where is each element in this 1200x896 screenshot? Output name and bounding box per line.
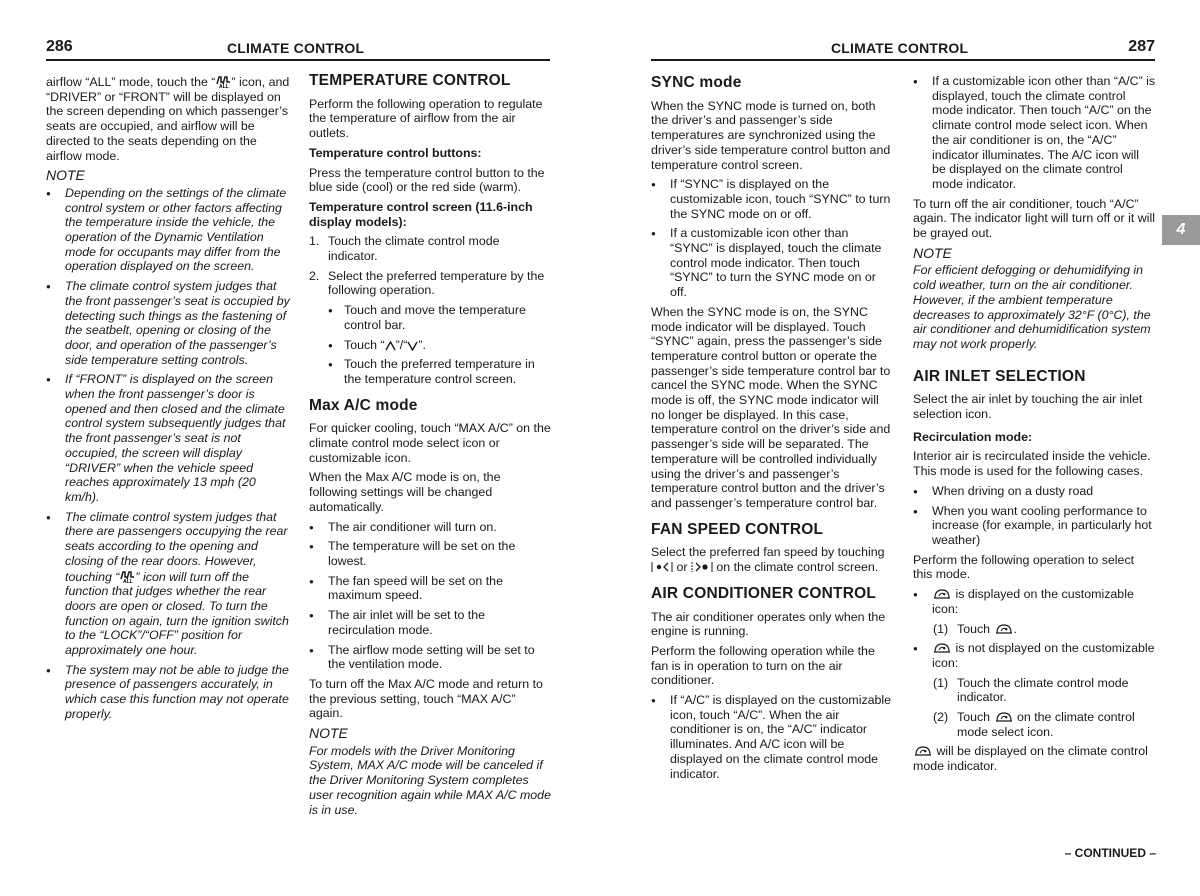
max-ac-paragraph: For quicker cooling, touch “MAX A/C” on the climate control mode select icon or customizable icon.: [309, 421, 551, 465]
max-ac-list: [309, 520, 552, 672]
svg-text:ALL: ALL: [219, 84, 230, 88]
case-1-steps: [913, 622, 1156, 637]
fan-speed-paragraph: Select the preferred fan speed by touching or on the climate control screen.: [651, 545, 885, 575]
column-4: [913, 74, 1156, 779]
ac-list-continued: [913, 74, 1156, 192]
note-list: [46, 186, 290, 722]
max-ac-item: ● The air conditioner will turn on.: [309, 520, 552, 535]
inlet-paragraph: Select the air inlet by touching the air inlet selection icon.: [913, 392, 1143, 422]
airflow-paragraph: airflow “ALL” mode, touch the “ ALL ” icon, and “DRIVER” or “FRONT” will be displayed on the screen depending on which passenger’s seats are occupied, and airflow will be directed to the seats depending on the airflow mode.: [46, 75, 290, 163]
recirculation-paragraph: Interior air is recirculated inside the vehicle. This mode is used for the following cases.: [913, 449, 1151, 479]
note-text: For models with the Driver Monitoring System, MAX A/C mode will be canceled if the Driver Monitoring System completes user recognition again while MAX A/C mode is in use.: [309, 743, 551, 817]
option-item: ● Touch and move the temperature control bar.: [328, 303, 552, 332]
temperature-control-heading: TEMPERATURE CONTROL: [309, 72, 511, 89]
note-heading: NOTE: [309, 725, 348, 742]
ac-paragraph: Perform the following operation while the fan is in operation to turn on the air conditioner.: [651, 643, 875, 688]
ac-list: [651, 693, 894, 781]
air-conditioner-heading: AIR CONDITIONER CONTROL: [651, 584, 877, 602]
chapter-tab: 4: [1162, 215, 1200, 245]
case-2-step: (1) Touch the climate control mode indicator.: [933, 675, 1129, 705]
ac-paragraph: The air conditioner operates only when the engine is running.: [651, 609, 886, 639]
recirculation-icon: [994, 623, 1014, 635]
recirculation-icon: [994, 711, 1014, 723]
step-2-options: [328, 303, 552, 387]
recirculation-icon: [932, 642, 952, 654]
screen-subheading: Temperature control screen (11.6-inch display models):: [309, 199, 533, 229]
rear-seat-icon: [119, 569, 135, 583]
note-text: For efficient defogging or dehumidifying in cold weather, turn on the air conditioner. However, if the ambient temperature decreases to approximately 32°F (0°C), the air conditioner and dehumidification system may not work properly.: [913, 263, 1151, 351]
right-page-title: CLIMATE CONTROL: [831, 40, 969, 56]
screen-steps: [309, 234, 552, 298]
max-ac-item: ● The airflow mode setting will be set to the ventilation mode.: [309, 643, 552, 672]
final-paragraph: will be displayed on the climate control mode indicator.: [913, 744, 1148, 774]
recirc-case-1: [913, 587, 1156, 616]
svg-text:ALL: ALL: [123, 578, 134, 583]
step-2: 2. Select the preferred temperature by the following operation.: [309, 268, 545, 298]
case-displayed: ● is displayed on the customizable icon:: [913, 587, 1156, 616]
left-page-header: [46, 38, 550, 58]
max-ac-paragraph: When the Max A/C mode is on, the following settings will be changed automatically.: [309, 470, 501, 514]
left-page-title: CLIMATE CONTROL: [227, 40, 365, 56]
right-header-rule: [651, 59, 1155, 61]
recirculation-subheading: Recirculation mode:: [913, 429, 1033, 444]
ac-item: ● If “A/C” is displayed on the customizable icon, touch “A/C”. When the air conditioner is on, the “A/C” indicator illuminates. And A/C icon will be displayed on the climate control mode indicator.: [651, 693, 894, 781]
column-2: [309, 74, 552, 822]
fan-speed-heading: FAN SPEED CONTROL: [651, 520, 824, 538]
sync-list: [651, 177, 894, 300]
case-2-step: (2) Touch on the climate control mode select icon.: [933, 710, 1135, 739]
recirculation-icon: [913, 745, 933, 757]
option-item: ● Touch “ ”/“ ”.: [328, 338, 552, 353]
max-ac-paragraph: To turn off the Max A/C mode and return to the previous setting, touch “MAX A/C” again.: [309, 676, 543, 721]
step-1: 1. Touch the climate control mode indicator.: [309, 234, 500, 264]
continued-label: – CONTINUED –: [1064, 846, 1156, 860]
option-item: ● Touch the preferred temperature in the temperature control screen.: [328, 357, 552, 386]
right-page-header: [651, 38, 1155, 58]
temperature-intro: Perform the following operation to regulate the temperature of airflow from the air outlets.: [309, 96, 543, 141]
ac-off-paragraph: To turn off the air conditioner, touch “A/C” again. The indicator light will turn off or it will be grayed out.: [913, 196, 1155, 241]
select-paragraph: Perform the following operation to select this mode.: [913, 552, 1135, 582]
max-ac-heading: Max A/C mode: [309, 396, 418, 414]
case-1-step: (1) Touch .: [933, 621, 1017, 636]
sync-mode-heading: SYNC mode: [651, 74, 742, 91]
max-ac-item: ● The fan speed will be set on the maximum speed.: [309, 574, 552, 603]
air-inlet-heading: AIR INLET SELECTION: [913, 367, 1086, 385]
sync-paragraph: When the SYNC mode is on, the SYNC mode indicator will be displayed. Touch “SYNC” again, press the passenger’s side temperature control button or operate the passenger’s side temperature control bar to cancel the SYNC mode. When the SYNC mode is off, the SYNC mode indicator will no longer be displayed. In this case, temperature control on the driver’s side and passenger’s side will be separated. The temperature will be controlled individually using the driver’s and passenger’s temperature control button and the driver’s and passenger’s temperature control bar.: [651, 304, 891, 510]
fan-increase-icon: [691, 561, 713, 573]
note-item: ● If “FRONT” is displayed on the screen when the front passenger’s door is opened and then closed and the climate control system subsequently judges that the front passenger’s seat is not occupied, the screen will display “DRIVER” when the vehicle speed reaches approximately 13 mph (20 km/h).: [46, 372, 290, 504]
max-ac-item: ● The air inlet will be set to the recirculation mode.: [309, 608, 552, 637]
left-page-number: 286: [46, 38, 73, 55]
note-heading: NOTE: [46, 167, 85, 184]
case-item: ● When driving on a dusty road: [913, 484, 1156, 499]
left-header-rule: [46, 59, 550, 61]
column-3: [651, 74, 894, 786]
column-1: [46, 74, 290, 727]
note-heading: NOTE: [913, 244, 952, 261]
fan-decrease-icon: [651, 561, 673, 573]
buttons-text: Press the temperature control button to the blue side (cool) or the red side (warm).: [309, 165, 545, 195]
down-arrow-icon: [407, 341, 418, 351]
case-2-steps: [913, 676, 1156, 740]
recirculation-icon: [932, 588, 952, 600]
note-item: ● Depending on the settings of the climate control system or other factors affecting the temperature inside the vehicle, the operation of the Dynamic Ventilation mode for occupants may differ from the operation displayed on the screen.: [46, 186, 290, 274]
recirc-case-2: [913, 641, 1156, 670]
buttons-subheading: Temperature control buttons:: [309, 145, 482, 160]
case-not-displayed: ● is not displayed on the customizable icon:: [913, 641, 1156, 670]
sync-item: ● If “SYNC” is displayed on the customizable icon, touch “SYNC” to turn the SYNC mode on or off.: [651, 177, 894, 221]
ac-item: ● If a customizable icon other than “A/C” is displayed, touch the climate control mode indicator. Then touch “A/C” on the climate control mode select icon. When the air conditioner is on, the “A/C” indicator illuminates. The A/C icon will be displayed on the climate control mode indicator.: [913, 74, 1156, 192]
case-item: ● When you want cooling performance to increase (for example, in particularly hot weather): [913, 504, 1156, 548]
note-item: ● The climate control system judges that there are passengers occupying the rear seats according to the opening and closing of the rear doors. However, touching “ ALL ” icon will turn off the function that judges whether the rear doors are open or closed. To turn the function on again, turn the ignition switch to the “LOCK”/“OFF” position for approximately one hour.: [46, 510, 290, 658]
note-item: ● The climate control system judges that the front passenger’s seat is occupied by detecting such things as the fastening of the seatbelt, opening or closing of the door, and operation of the passenger’s side temperature setting controls.: [46, 279, 290, 367]
sync-item: ● If a customizable icon other than “SYNC” is displayed, touch the climate control mode indicator. Then touch “SYNC” to turn the SYNC mode on or off.: [651, 226, 894, 300]
right-page-number: 287: [1128, 38, 1155, 55]
sync-paragraph: When the SYNC mode is turned on, both the driver’s and passenger’s side temperatures are synchronized using the driver’s side temperature control button and temperature control screen.: [651, 98, 891, 172]
seat-occupancy-icon: [215, 74, 231, 88]
max-ac-item: ● The temperature will be set on the lowest.: [309, 539, 552, 568]
note-item: ● The system may not be able to judge the presence of passengers accurately, in which case this function may not operate properly.: [46, 663, 290, 722]
recirculation-cases: [913, 484, 1156, 548]
up-arrow-icon: [385, 341, 396, 351]
